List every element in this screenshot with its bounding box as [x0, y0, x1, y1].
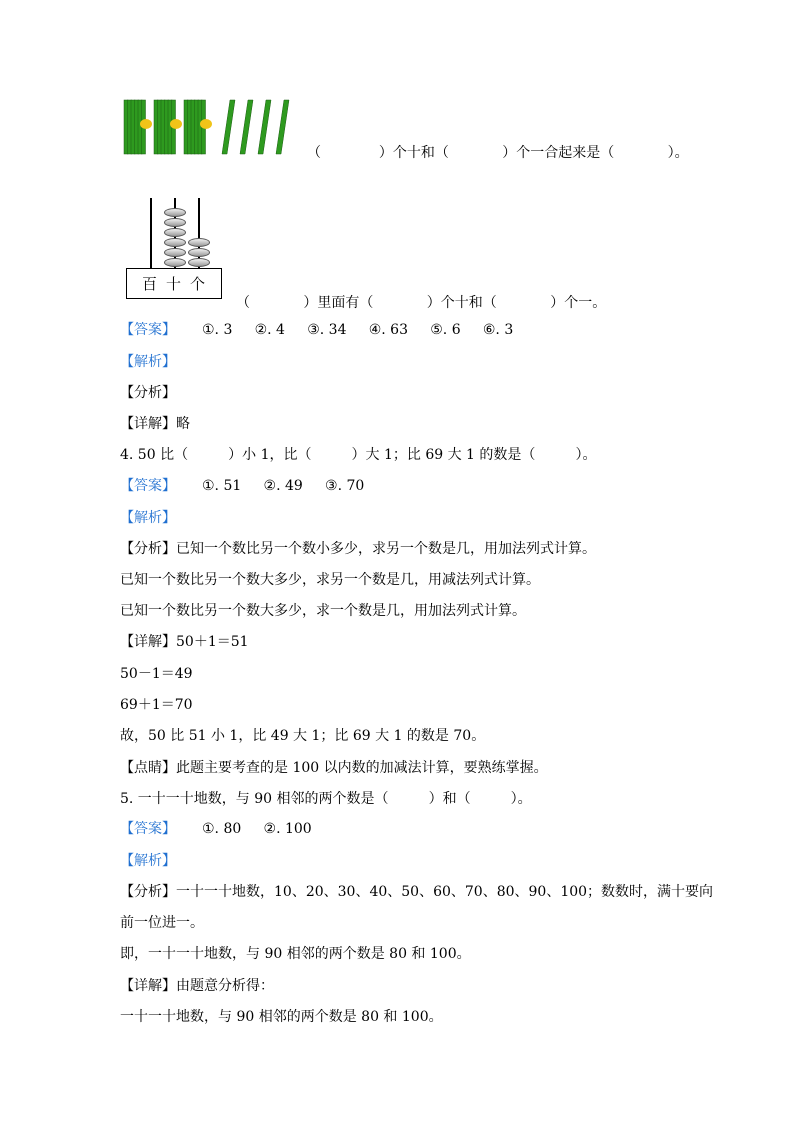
q5-detail-2: 一十一十地数，与 90 相邻的两个数是 80 和 100。 — [120, 1009, 443, 1025]
q4-detail-3: 69＋1＝70 — [120, 697, 193, 713]
single-stick — [222, 100, 235, 154]
q3-fenxi: 【分析】 — [120, 385, 176, 401]
abacus-bead-ones — [188, 258, 210, 267]
abacus-bead-ones — [188, 238, 210, 247]
bundle-band — [200, 119, 212, 129]
abacus-bead-tens — [164, 218, 186, 227]
q5-fenxi-1: 【分析】一十一十地数，10、20、30、40、50、60、70、80、90、100；数数时，满十要向 — [120, 884, 714, 900]
q5-question: 5. 一十一十地数，与 90 相邻的两个数是（ ）和（ ）。 — [120, 791, 532, 807]
q3-xiangjie: 【详解】略 — [120, 416, 190, 432]
abacus-bead-tens — [164, 228, 186, 237]
abacus-bead-ones — [188, 248, 210, 257]
single-stick — [258, 100, 271, 154]
q3-abacus-line: （ ）里面有（ ）个十和（ ）个一。 — [236, 295, 607, 311]
q5-fenxi-3: 即，一十一十地数，与 90 相邻的两个数是 80 和 100。 — [120, 946, 471, 962]
stick-bundles-image — [120, 96, 300, 158]
abacus-bead-tens — [164, 208, 186, 217]
abacus-bead-tens — [164, 258, 186, 267]
q3-bundles-line: （ ）个十和（ ）个一合起来是（ ）。 — [307, 145, 689, 161]
q5-answer-label: 【答案】 — [120, 821, 176, 837]
q4-detail-2: 50－1＝49 — [120, 666, 193, 682]
q5-answer-text: ①. 80 ②. 100 — [202, 821, 312, 837]
abacus-label-ones: 个 — [190, 275, 206, 293]
abacus-label-hundreds: 百 — [142, 275, 158, 293]
abacus-bead-tens — [164, 248, 186, 257]
q4-detail-4: 故，50 比 51 小 1，比 49 大 1；比 69 大 1 的数是 70。 — [120, 728, 486, 744]
q5-detail-1: 【详解】由题意分析得： — [120, 978, 274, 994]
bundle-band — [140, 119, 152, 129]
q4-fenxi-1: 【分析】已知一个数比另一个数小多少，求另一个数是几，用加法列式计算。 — [120, 541, 596, 557]
abacus-base — [126, 268, 222, 299]
q3-answer-text: ①. 3 ②. 4 ③. 34 ④. 63 ⑤. 6 ⑥. 3 — [202, 322, 514, 338]
q4-answer-label: 【答案】 — [120, 478, 176, 494]
q4-dianjing: 【点睛】此题主要考查的是 100 以内数的加减法计算，要熟练掌握。 — [120, 760, 548, 776]
q4-fenxi-2: 已知一个数比另一个数大多少，求另一个数是几，用减法列式计算。 — [120, 572, 540, 588]
abacus-bead-tens — [164, 238, 186, 247]
q3-answer-label: 【答案】 — [120, 322, 176, 338]
abacus-label-tens: 十 — [166, 275, 182, 293]
q5-jiexi: 【解析】 — [120, 853, 176, 869]
q3-jiexi: 【解析】 — [120, 354, 176, 370]
q4-answer-text: ①. 51 ②. 49 ③. 70 — [202, 478, 365, 494]
q5-fenxi-2: 前一位进一。 — [120, 915, 204, 931]
single-stick — [240, 100, 253, 154]
q4-question: 4. 50 比（ ）小 1，比（ ）大 1；比 69 大 1 的数是（ ）。 — [120, 447, 597, 463]
q4-fenxi-3: 已知一个数比另一个数大多少，求一个数是几，用加法列式计算。 — [120, 603, 526, 619]
abacus-rod-hundreds — [150, 198, 152, 268]
bundle-band — [170, 119, 182, 129]
single-stick — [276, 100, 289, 154]
q4-jiexi: 【解析】 — [120, 510, 176, 526]
q4-detail-1: 【详解】50＋1＝51 — [120, 634, 249, 650]
